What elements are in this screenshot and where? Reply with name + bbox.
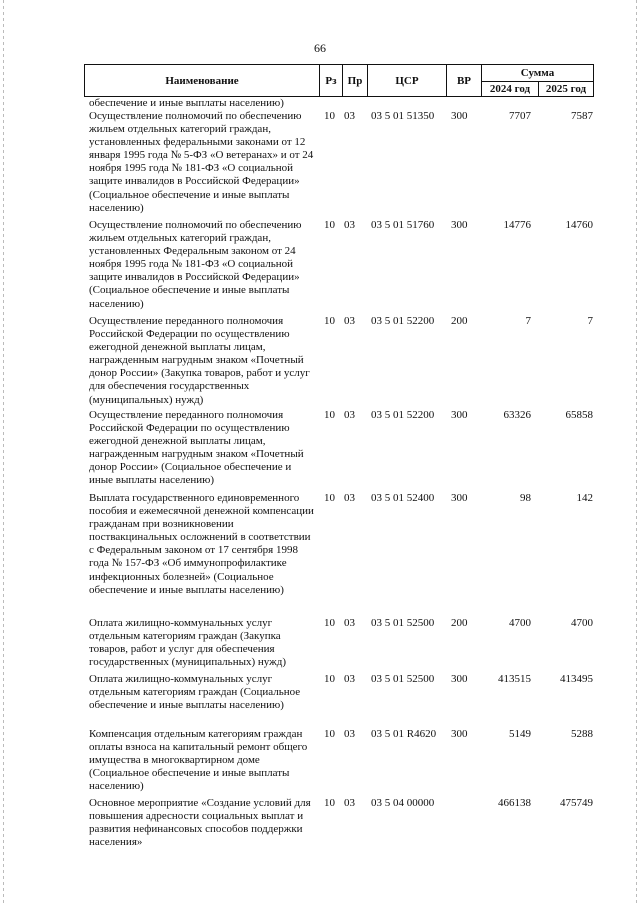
row-csr: 03 5 01 52200	[371, 409, 435, 421]
row-2024: 7707	[509, 110, 531, 122]
header-pr: Пр	[343, 65, 368, 97]
header-name: Наименование	[85, 65, 320, 97]
row-rz: 10	[324, 315, 335, 327]
header-csr: ЦСР	[368, 65, 447, 97]
header-vr: ВР	[447, 65, 482, 97]
row-2025: 4700	[571, 617, 593, 629]
header-rz: Рз	[320, 65, 343, 97]
row-2024: 63326	[503, 409, 531, 421]
row-csr: 03 5 01 51350	[371, 110, 435, 122]
row-pr: 03	[344, 409, 355, 421]
row-csr: 03 5 01 51760	[371, 219, 435, 231]
page-edge-right	[636, 0, 637, 905]
row-rz: 10	[324, 673, 335, 685]
row-2024: 413515	[498, 673, 531, 685]
page-edge-left	[3, 0, 4, 905]
row-pr: 03	[344, 797, 355, 809]
row-rz: 10	[324, 219, 335, 231]
row-vr: 300	[451, 673, 468, 685]
row-2025: 413495	[560, 673, 593, 685]
row-csr: 03 5 01 52500	[371, 617, 435, 629]
row-pr: 03	[344, 219, 355, 231]
row-vr: 200	[451, 315, 468, 327]
row-rz: 10	[324, 409, 335, 421]
row-csr: 03 5 01 52200	[371, 315, 435, 327]
page-number: 66	[314, 41, 326, 55]
row-name: Оплата жилищно-коммунальных услуг отдельным категориям граждан (Социальное обеспечение и иные выплаты населению)	[89, 673, 301, 712]
table-header	[84, 64, 594, 97]
row-vr: 300	[451, 219, 468, 231]
row-pr: 03	[344, 110, 355, 122]
row-vr: 300	[451, 728, 468, 740]
row-csr: 03 5 01 R4620	[371, 728, 437, 740]
row-2025: 7587	[571, 110, 593, 122]
row-rz: 10	[324, 617, 335, 629]
row-2024: 5149	[509, 728, 531, 740]
row-2025: 142	[576, 492, 593, 504]
row-name: Основное мероприятие «Создание условий для повышения адресности социальных выплат и развития нефинансовых способов поддержки населения»	[89, 797, 311, 849]
row-2025: 65858	[565, 409, 593, 421]
row-name: Компенсация отдельным категориям граждан оплаты взноса на капитальный ремонт общего имущества в многоквартирном доме (Социальное обеспечение и иные выплаты населению)	[89, 728, 308, 793]
row-2024: 4700	[509, 617, 531, 629]
row-2024: 14776	[503, 219, 531, 231]
row-2024: 98	[520, 492, 531, 504]
header-2024: 2024 год	[482, 82, 539, 97]
row-2025: 7	[587, 315, 593, 327]
row-name: Оплата жилищно-коммунальных услуг отдельным категориям граждан (Закупка товаров, работ и услуг для обеспечения государственных (муниципальных) нужд)	[89, 617, 286, 669]
row-2024: 466138	[498, 797, 531, 809]
row-rz: 10	[324, 728, 335, 740]
row-rz: 10	[324, 797, 335, 809]
row-name: Осуществление переданного полномочия Российской Федерации по осуществлению ежегодной денежной выплаты лицам, награжденным нагрудным знаком «Почетный донор России» (Социальное обеспечение и иные выплаты населению)	[89, 409, 304, 487]
row-name: Осуществление полномочий по обеспечению жильем отдельных категорий граждан, установленных Федеральным законом от 24 ноября 1995 года № 181-ФЗ «О социальной защите инвалидов в Российской Федерации» (Социальное обеспечение и иные выплаты населению)	[89, 219, 302, 310]
row-2025: 5288	[571, 728, 593, 740]
row-pr: 03	[344, 492, 355, 504]
row-name: Осуществление переданного полномочия Российской Федерации по осуществлению ежегодной денежной выплаты лицам, награжденным нагрудным знаком «Почетный донор России» (Закупка товаров, работ и услуг для обеспечения государственных (муниципальных) нужд)	[89, 315, 310, 406]
row-csr: 03 5 04 00000	[371, 797, 435, 809]
row-2024: 7	[525, 315, 531, 327]
header-sum: Сумма	[482, 65, 594, 82]
row-pr: 03	[344, 315, 355, 327]
row-rz: 10	[324, 492, 335, 504]
row-2025: 475749	[560, 797, 593, 809]
row-vr: 300	[451, 492, 468, 504]
row-vr: 300	[451, 110, 468, 122]
row-vr: 300	[451, 409, 468, 421]
row-vr: 200	[451, 617, 468, 629]
row-rz: 10	[324, 110, 335, 122]
row-pr: 03	[344, 617, 355, 629]
row-2025: 14760	[565, 219, 593, 231]
row-csr: 03 5 01 52400	[371, 492, 435, 504]
row-pr: 03	[344, 728, 355, 740]
row-name: обеспечение и иные выплаты населению)	[89, 97, 284, 109]
row-name: Выплата государственного единовременного пособия и ежемесячной денежной компенсации гражданам при возникновении поствакцинальных осложнений в соответствии с Федеральным законом от 17 сентября 1998 года № 157-ФЗ «Об иммунопрофилактике инфекционных болезней» (Социальное обеспечение и иные выплаты населению)	[89, 492, 314, 596]
row-pr: 03	[344, 673, 355, 685]
header-2025: 2025 год	[539, 82, 594, 97]
row-name: Осуществление полномочий по обеспечению жильем отдельных категорий граждан, установленных федеральными законами от 12 января 1995 года № 5-ФЗ «О ветеранах» и от 24 ноября 1995 года № 181-ФЗ «О социальной защите инвалидов в Российской Федерации» (Социальное обеспечение и иные выплаты населению)	[89, 110, 314, 214]
row-csr: 03 5 01 52500	[371, 673, 435, 685]
